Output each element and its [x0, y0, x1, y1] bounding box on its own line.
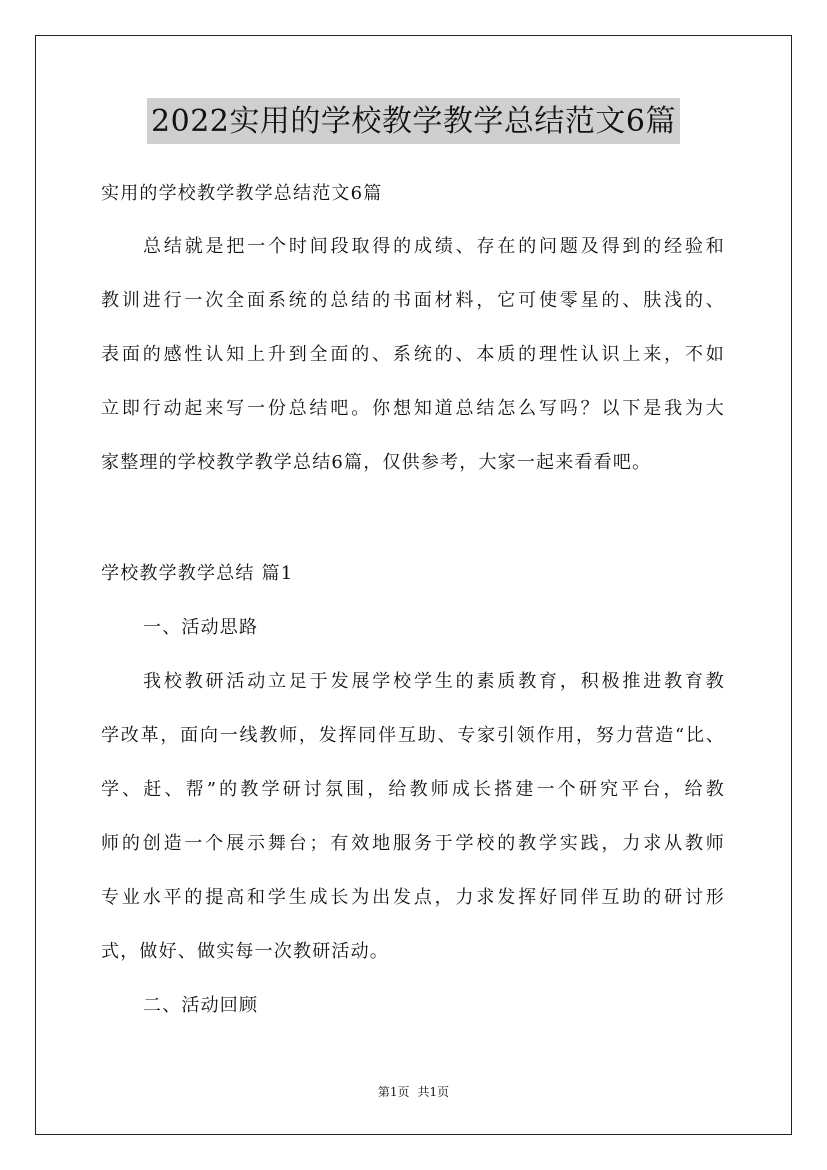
heading-activity-ideas: 一、活动思路: [143, 617, 259, 638]
intro-line: 表面的感性认知上升到全面的、系统的、本质的理性认识上来，不如: [101, 344, 725, 365]
intro-line: 教训进行一次全面系统的总结的书面材料，它可使零星的、肤浅的、: [101, 290, 725, 311]
section-title: 学校教学教学总结 篇1: [101, 563, 294, 584]
document-title-wrap: [0, 98, 827, 144]
body-line: 我校教研活动立足于发展学校学生的素质教育，积极推进教育教: [143, 671, 725, 692]
page-footer: [0, 1084, 827, 1100]
body-line: 学、赶、帮”的教学研讨氛围，给教师成长搭建一个研究平台，给教: [101, 779, 725, 800]
page-total: 共1页: [417, 1085, 450, 1099]
body-line: 师的创造一个展示舞台；有效地服务于学校的教学实践，力求从教师: [101, 833, 725, 854]
page-number: 第1页: [377, 1085, 410, 1099]
intro-line: 总结就是把一个时间段取得的成绩、存在的问题及得到的经验和: [143, 236, 725, 257]
document-title: 2022实用的学校教学教学总结范文6篇: [147, 98, 680, 144]
heading-activity-review: 二、活动回顾: [143, 995, 259, 1016]
intro-line: 立即行动起来写一份总结吧。你想知道总结怎么写吗？以下是我为大: [101, 398, 725, 419]
intro-line: 家整理的学校教学教学总结6篇，仅供参考，大家一起来看看吧。: [101, 452, 652, 473]
body-line: 专业水平的提高和学生成长为出发点，力求发挥好同伴互助的研讨形: [101, 887, 725, 908]
body-line: 式，做好、做实每一次教研活动。: [101, 941, 389, 962]
body-line: 学改革，面向一线教师，发挥同伴互助、专家引领作用，努力营造“比、: [101, 725, 725, 746]
subtitle: 实用的学校教学教学总结范文6篇: [101, 183, 383, 204]
